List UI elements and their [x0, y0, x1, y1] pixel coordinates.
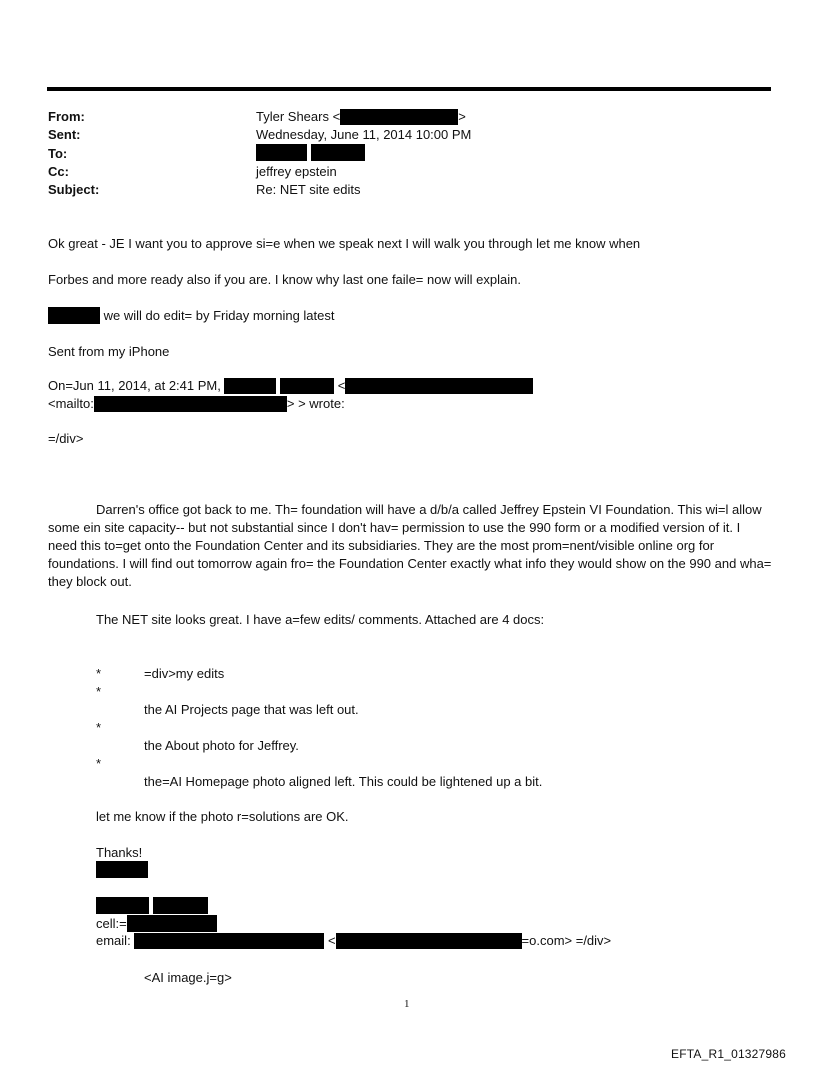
redaction-block: [340, 109, 458, 125]
redaction-block: [336, 933, 522, 949]
redaction-block: [96, 897, 149, 914]
body-line-3: [48, 307, 334, 324]
quote-on: On=Jun 11, 2014, at 2:41 PM,: [48, 378, 221, 393]
from-label: From:: [48, 109, 85, 124]
cc-value: jeffrey epstein: [256, 164, 337, 179]
redaction-block: [256, 144, 307, 161]
cc-label: Cc:: [48, 164, 69, 179]
redaction-block: [345, 378, 533, 394]
signature-name-redaction: [96, 861, 148, 878]
bullet: *: [96, 666, 102, 681]
page-number: 1: [404, 998, 410, 1010]
quote-mailto-line: [48, 396, 345, 412]
from-value: [256, 109, 466, 125]
sent-label: Sent:: [48, 127, 81, 142]
redaction-block: [48, 307, 100, 324]
subject-value: Re: NET site edits: [256, 182, 361, 197]
redaction-block: [127, 915, 217, 932]
sent-value: Wednesday, June 11, 2014 10:00 PM: [256, 127, 472, 142]
sent-from-line: Sent from my iPhone: [48, 344, 170, 359]
cell-line: [96, 915, 217, 932]
from-close: >: [458, 109, 466, 124]
list-item: the AI Projects page that was left out.: [144, 702, 359, 717]
image-reference: <AI image.j=g>: [144, 970, 232, 985]
body-line-2: Forbes and more ready also if you are. I know why last one faile= now will explain.: [48, 272, 521, 287]
quote-header: [48, 378, 533, 394]
list-item: the About photo for Jeffrey.: [144, 738, 299, 753]
to-value: [256, 144, 365, 161]
paragraph-foundation: Darren's office got back to me. Th= foundation will have a d/b/a called Jeffrey Epstein VI Foundation. This wi=l allow some ein site capacity-- but not substantial since I don't hav= permission to use the 990 form or a modified version of it. I need this to=get onto the Foundation Center and its subsidiaries. They are the most prom=nent/visible online org for foundations. I will find out tomorrow again fro= the Foundation Center exactly what info they would show on the 990 and wha= they block out.: [48, 502, 772, 589]
quote-wrote: > > wrote:: [286, 396, 345, 411]
div-close: =/div>: [48, 431, 84, 446]
redaction-block: [96, 861, 148, 878]
email-line: [96, 933, 611, 949]
redaction-block: [311, 144, 365, 161]
redaction-block: [134, 933, 324, 949]
list-item: =div>my edits: [144, 666, 225, 681]
cell-label: cell:=: [96, 916, 127, 931]
bullet: *: [96, 756, 102, 771]
to-label: To:: [48, 146, 68, 161]
quote-mailto: <mailto:: [48, 396, 94, 411]
subject-label: Subject:: [48, 182, 100, 197]
redaction-block: [153, 897, 208, 914]
header-rule: [47, 87, 771, 91]
email-tail: =o.com> =/div>: [521, 933, 612, 948]
paragraph-photo: let me know if the photo r=solutions are OK.: [96, 809, 349, 824]
email-label: email:: [96, 933, 131, 948]
document-id: EFTA_R1_01327986: [671, 1047, 787, 1061]
signature-title-redaction: [96, 897, 208, 914]
bullet: *: [96, 720, 102, 735]
bullet: *: [96, 684, 102, 699]
body-line-1: Ok great - JE I want you to approve si=e when we speak next I will walk you through let me know when: [48, 236, 641, 251]
quote-lt: <: [337, 378, 346, 393]
email-lt: <: [327, 933, 336, 948]
paragraph-net-site: The NET site looks great. I have a=few edits/ comments. Attached are 4 docs:: [96, 612, 545, 627]
from-name: Tyler Shears <: [256, 109, 341, 124]
list-item: the=AI Homepage photo aligned left. This could be lightened up a bit.: [144, 774, 543, 789]
redaction-block: [224, 378, 276, 394]
thanks-line: Thanks!: [96, 845, 143, 860]
redaction-block: [94, 396, 287, 412]
body-line-3-text: we will do edit= by Friday morning latest: [103, 308, 335, 323]
redaction-block: [280, 378, 334, 394]
